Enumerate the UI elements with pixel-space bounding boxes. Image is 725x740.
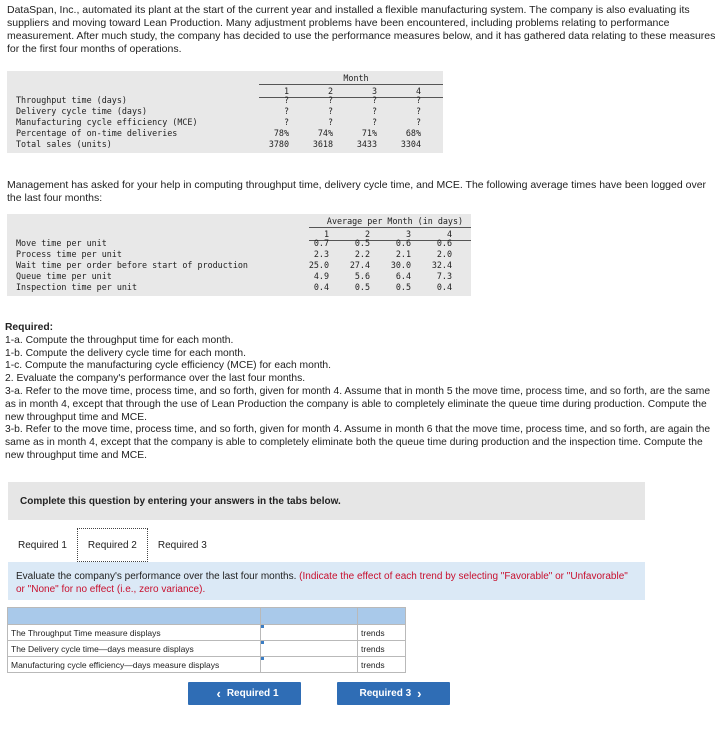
measure-value: ?: [327, 106, 333, 116]
tab-required-1[interactable]: Required 1: [18, 539, 67, 551]
trend-select[interactable]: [261, 641, 357, 656]
measure-value: ?: [327, 95, 333, 105]
management-text: Management has asked for your help in computing throughput time, delivery cycle time, and MCE. The following average times have been logged over the last four months:: [7, 179, 707, 204]
time-value: 0.5: [354, 282, 370, 292]
month-header: 4: [446, 229, 452, 239]
time-value: 7.3: [436, 271, 452, 281]
time-value: 0.4: [436, 282, 452, 292]
answer-label: Manufacturing cycle efficiency—days measure displays: [8, 657, 261, 673]
tab-instruction: [8, 562, 645, 600]
measure-value: ?: [415, 117, 421, 127]
measure-value: ?: [415, 106, 421, 116]
instruction-note: (Indicate the effect of each trend by selecting "Favorable" or "Unfavorable" or "None" for no effect (i.e., zero variance).: [16, 571, 628, 595]
chevron-right-icon: ›: [417, 686, 422, 701]
time-label: Process time per unit: [16, 249, 122, 259]
measure-value: ?: [371, 117, 377, 127]
measure-value: 3618: [312, 139, 333, 149]
measure-value: 78%: [273, 128, 289, 138]
time-value: 25.0: [308, 260, 329, 270]
time-value: 30.0: [390, 260, 411, 270]
measure-value: ?: [415, 95, 421, 105]
time-value: 2.3: [313, 249, 329, 259]
time-label: Move time per unit: [16, 238, 107, 248]
times-header-rule: [309, 227, 471, 228]
required-item: 1-b. Compute the delivery cycle time for each month.: [5, 347, 246, 359]
month-header: 3: [405, 229, 411, 239]
chevron-left-icon: ‹: [216, 686, 221, 701]
measure-value: ?: [283, 95, 289, 105]
required-item: 2. Evaluate the company's performance over the last four months.: [5, 373, 306, 385]
answer-label: The Delivery cycle time—days measure displays: [8, 641, 261, 657]
required-item: 1-c. Compute the manufacturing cycle efficiency (MCE) for each month.: [5, 360, 332, 372]
measure-value: ?: [327, 117, 333, 127]
measures-table: [7, 71, 443, 153]
problem-intro: DataSpan, Inc., automated its plant at the start of the current year and installed a flexible manufacturing system. The company is also evaluating its suppliers and moving toward Lean Production. Many adjustment problems have been encountered, including problems relating to performance measurement. After much study, the company has decided to use the performance measures below, and it has gathered data relating to these measures for the first four months of operations.: [7, 4, 716, 55]
month-header: 1: [283, 86, 289, 96]
month-header: 3: [371, 86, 377, 96]
required-item: 3-b. Refer to the move time, process time, and so forth, given for month 4. Assume in month 6 that the move time, process time, and so forth, are again the same as in month 4, except that the company is able to completely eliminate both the queue time during production and the inspection time. Compute the new throughput time and MCE.: [5, 424, 711, 461]
next-button[interactable]: [337, 682, 450, 705]
tab-bar: [8, 527, 217, 563]
time-value: 0.7: [313, 238, 329, 248]
measure-label: Throughput time (days): [16, 95, 127, 105]
answer-suffix: trends: [358, 641, 406, 657]
measure-value: 3304: [400, 139, 421, 149]
time-value: 0.6: [395, 238, 411, 248]
trend-select[interactable]: [261, 657, 357, 672]
month-header: 2: [364, 229, 370, 239]
measure-value: 3433: [356, 139, 377, 149]
time-value: 0.5: [395, 282, 411, 292]
measure-label: Delivery cycle time (days): [16, 106, 148, 116]
tab-required-2[interactable]: Required 2: [77, 528, 148, 562]
time-value: 32.4: [431, 260, 452, 270]
time-label: Queue time per unit: [16, 271, 112, 281]
required-item: 1-a. Compute the throughput time for each month.: [5, 334, 234, 346]
answer-suffix: trends: [358, 625, 406, 641]
measures-header-rule: [259, 84, 443, 85]
answer-suffix: trends: [358, 657, 406, 673]
time-label: Wait time per order before start of production: [16, 260, 248, 270]
answer-row: [8, 625, 406, 641]
next-button-label: Required 3: [359, 688, 412, 699]
measure-value: 74%: [317, 128, 333, 138]
month-header: 4: [415, 86, 421, 96]
measure-value: ?: [283, 106, 289, 116]
times-header: Average per Month (in days): [326, 216, 464, 226]
answer-row: [8, 657, 406, 673]
required-heading: Required:: [5, 322, 54, 333]
measure-label: Total sales (units): [16, 139, 112, 149]
measure-label: Manufacturing cycle efficiency (MCE): [16, 117, 198, 127]
prev-button[interactable]: [188, 682, 301, 705]
measure-value: ?: [283, 117, 289, 127]
time-value: 6.4: [395, 271, 411, 281]
measure-value: 71%: [361, 128, 377, 138]
answer-label: The Throughput Time measure displays: [8, 625, 261, 641]
time-value: 0.4: [313, 282, 329, 292]
instructions-banner: Complete this question by entering your answers in the tabs below.: [8, 482, 645, 520]
month-header: 1: [323, 229, 329, 239]
answer-table-header: [8, 608, 406, 625]
instruction-main: Evaluate the company's performance over the last four months.: [16, 571, 297, 582]
time-value: 2.2: [354, 249, 370, 259]
month-header: 2: [327, 86, 333, 96]
time-value: 0.5: [354, 238, 370, 248]
measure-value: 3780: [268, 139, 289, 149]
time-value: 0.6: [436, 238, 452, 248]
tab-required-3[interactable]: Required 3: [157, 539, 207, 551]
prev-button-label: Required 1: [226, 688, 279, 699]
measure-value: 68%: [405, 128, 421, 138]
required-section: [5, 322, 720, 463]
time-value: 5.6: [354, 271, 370, 281]
time-value: 2.1: [395, 249, 411, 259]
measures-header: Month: [343, 73, 369, 83]
times-table: [7, 214, 471, 296]
time-value: 4.9: [313, 271, 329, 281]
answer-row: [8, 641, 406, 657]
trend-select[interactable]: [261, 625, 357, 640]
measure-value: ?: [371, 95, 377, 105]
answer-table: [7, 607, 406, 673]
measure-label: Percentage of on-time deliveries: [16, 128, 178, 138]
required-item: 3-a. Refer to the move time, process time, and so forth, given for month 4. Assume that in month 5 the move time, process time, and so forth, are the same as in month 4, except that through the use of Lean Production the company is able to completely eliminate the queue time during production. Compute the new throughput time and MCE.: [5, 385, 711, 423]
time-value: 2.0: [436, 249, 452, 259]
time-label: Inspection time per unit: [16, 282, 138, 292]
measure-value: ?: [371, 106, 377, 116]
time-value: 27.4: [349, 260, 370, 270]
